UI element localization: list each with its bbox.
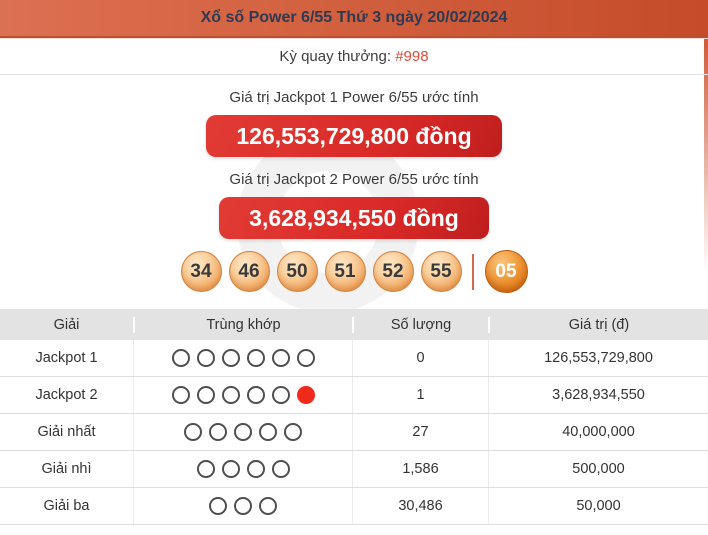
winner-count-cell: 1,586 bbox=[352, 451, 488, 487]
lottery-ball: 50 bbox=[277, 251, 318, 292]
winner-count-cell: 30,486 bbox=[352, 488, 488, 524]
match-open-circle bbox=[272, 386, 290, 404]
match-open-circle bbox=[172, 349, 190, 367]
page-title: Xổ số Power 6/55 Thứ 3 ngày 20/02/2024 bbox=[0, 0, 708, 38]
draw-period-label: Kỳ quay thưởng: bbox=[279, 48, 392, 65]
match-power-circle bbox=[297, 386, 315, 404]
table-row bbox=[0, 377, 708, 414]
prize-value-cell: 40,000,000 bbox=[488, 414, 708, 450]
winner-count-cell: 27 bbox=[352, 414, 488, 450]
lottery-ball: 51 bbox=[325, 251, 366, 292]
match-open-circle bbox=[222, 386, 240, 404]
lottery-ball: 46 bbox=[229, 251, 270, 292]
power-ball: 05 bbox=[485, 250, 528, 293]
table-row bbox=[0, 451, 708, 488]
match-open-circle bbox=[209, 423, 227, 441]
draw-period-bar bbox=[0, 38, 708, 75]
prize-name-cell: Giải ba bbox=[43, 498, 90, 514]
prize-value-cell: 500,000 bbox=[488, 451, 708, 487]
winner-count-cell: 0 bbox=[352, 340, 488, 376]
prize-table-header bbox=[0, 309, 708, 340]
match-open-circle bbox=[272, 460, 290, 478]
lottery-ball: 55 bbox=[421, 251, 462, 292]
match-pattern-cell bbox=[133, 451, 352, 487]
match-open-circle bbox=[247, 349, 265, 367]
match-open-circle bbox=[197, 386, 215, 404]
prize-name-cell: Giải nhất bbox=[37, 424, 96, 440]
prize-name-cell: Jackpot 2 bbox=[35, 387, 98, 403]
match-open-circle bbox=[172, 386, 190, 404]
column-header: Giá trị (đ) bbox=[488, 317, 708, 333]
winning-numbers bbox=[0, 250, 708, 293]
match-open-circle bbox=[234, 423, 252, 441]
power-ball-divider bbox=[472, 254, 474, 290]
lottery-ball: 34 bbox=[181, 251, 222, 292]
prize-table-body bbox=[0, 340, 708, 525]
prize-value-cell: 50,000 bbox=[488, 488, 708, 524]
jackpot2-amount-pill: 3,628,934,550 đồng bbox=[219, 197, 489, 239]
match-open-circle bbox=[247, 386, 265, 404]
column-header: Số lượng bbox=[352, 317, 488, 333]
jackpot2-amount-wrap bbox=[0, 188, 708, 239]
jackpot1-amount-pill: 126,553,729,800 đồng bbox=[206, 115, 501, 157]
match-pattern-cell bbox=[133, 414, 352, 450]
winner-count-cell: 1 bbox=[352, 377, 488, 413]
match-open-circle bbox=[197, 349, 215, 367]
match-open-circle bbox=[184, 423, 202, 441]
prize-value-cell: 3,628,934,550 bbox=[488, 377, 708, 413]
lottery-ball: 52 bbox=[373, 251, 414, 292]
column-header: Giải bbox=[53, 316, 80, 333]
match-open-circle bbox=[209, 497, 227, 515]
match-open-circle bbox=[247, 460, 265, 478]
prize-name-cell: Jackpot 1 bbox=[35, 350, 98, 366]
table-row bbox=[0, 414, 708, 451]
match-open-circle bbox=[297, 349, 315, 367]
match-open-circle bbox=[284, 423, 302, 441]
match-open-circle bbox=[259, 497, 277, 515]
prize-table bbox=[0, 309, 708, 525]
match-open-circle bbox=[272, 349, 290, 367]
match-open-circle bbox=[234, 497, 252, 515]
match-open-circle bbox=[222, 349, 240, 367]
table-row bbox=[0, 340, 708, 377]
jackpot1-amount-wrap bbox=[0, 106, 708, 157]
prize-name-cell: Giải nhì bbox=[41, 461, 92, 477]
column-header: Trùng khớp bbox=[133, 317, 352, 333]
jackpot1-label: Giá trị Jackpot 1 Power 6/55 ước tính bbox=[229, 89, 479, 106]
match-pattern-cell bbox=[133, 377, 352, 413]
match-pattern-cell bbox=[133, 340, 352, 376]
match-open-circle bbox=[197, 460, 215, 478]
match-pattern-cell bbox=[133, 488, 352, 524]
match-open-circle bbox=[259, 423, 277, 441]
draw-period-number: #998 bbox=[395, 48, 429, 65]
prize-value-cell: 126,553,729,800 bbox=[488, 340, 708, 376]
table-row bbox=[0, 488, 708, 525]
jackpot2-label: Giá trị Jackpot 2 Power 6/55 ước tính bbox=[229, 171, 479, 188]
match-open-circle bbox=[222, 460, 240, 478]
